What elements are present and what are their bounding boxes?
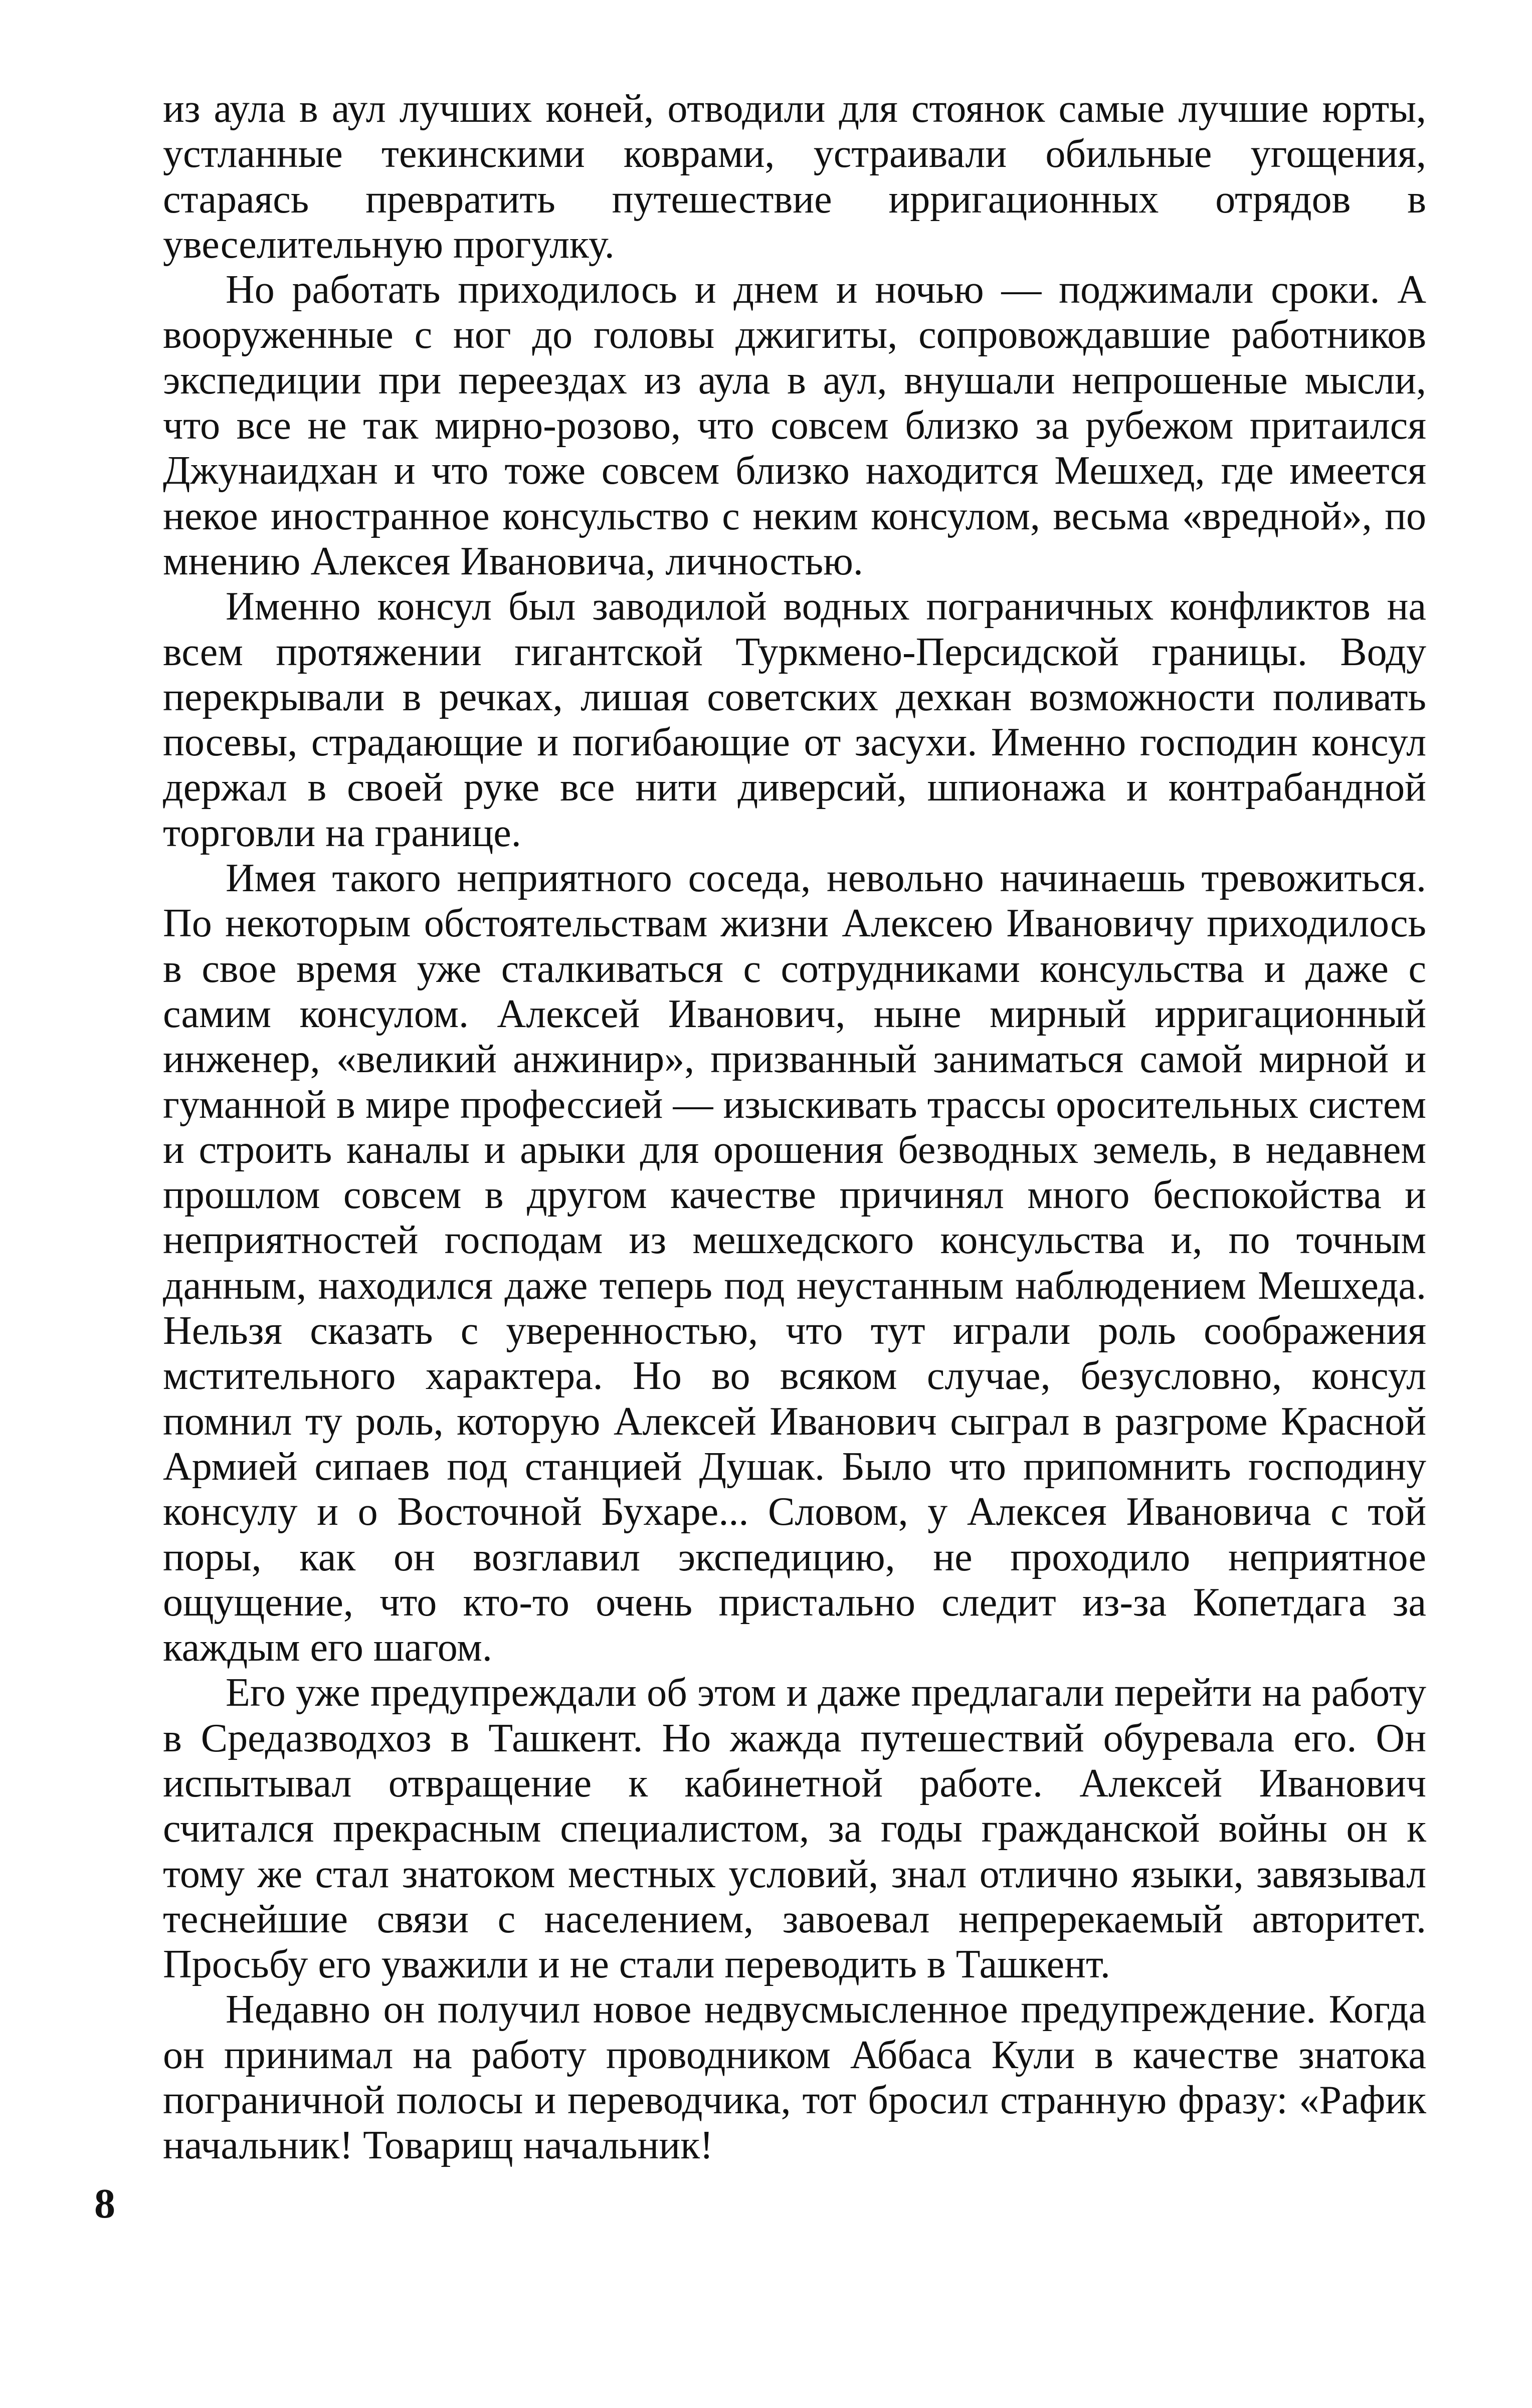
paragraph-4: Имея такого неприятного соседа, невольно начинаешь тревожиться. По некоторым обстоятельствам жизни Алексею Ивановичу приходилось в свое время уже сталкиваться с сотрудниками консульства и даже с самим консулом. Алексей Иванович, ныне мирный ирригационный инженер, «великий анжинир», призванный заниматься самой мирной и гуманной в мире профессией — изыскивать трассы оросительных систем и строить каналы и арыки для орошения безводных земель, в недавнем прошлом совсем в другом качестве причинял много беспокойства и неприятностей господам из мешхедского консульства и, по точным данным, находился даже теперь под неустанным наблюдением Мешхеда. Нельзя сказать с уверенностью, что тут играли роль соображения мстительного характера. Но во всяком случае, безусловно, консул помнил ту роль, которую Алексей Иванович сыграл в разгроме Красной Армией сипаев под станцией Душак. Было что припомнить господину консулу и о Восточной Бухаре... Словом, у Алексея Ивановича с той поры, как он возглавил экспедицию, не проходило неприятное ощущение, что кто-то очень пристально следит из-за Копетдага за каждым его шагом.: [163, 856, 1426, 1670]
paragraph-5: Его уже предупреждали об этом и даже предлагали перейти на работу в Средазводхоз в Ташкент. Но жажда путешествий обуревала его. Он испытывал отвращение к кабинетной работе. Алексей Иванович считался прекрасным специалистом, за годы гражданской войны он к тому же стал знатоком местных условий, знал отлично языки, завязывал теснейшие связи с населением, завоевал непререкаемый авторитет. Просьбу его уважили и не стали переводить в Ташкент.: [163, 1671, 1426, 1987]
paragraph-1: из аула в аул лучших коней, отводили для стоянок самые лучшие юрты, устланные текинскими коврами, устраивали обильные угощения, стараясь превратить путешествие ирригационных отрядов в увеселительную прогулку.: [163, 87, 1426, 267]
paragraph-3: Именно консул был заводилой водных пограничных конфликтов на всем протяжении гигантской Туркмено-Персидской границы. Воду перекрывали в речках, лишая советских дехкан возможности поливать посевы, страдающие и погибающие от засухи. Именно господин консул держал в своей руке все нити диверсий, шпионажа и контрабандной торговли на границе.: [163, 584, 1426, 855]
paragraph-6: Недавно он получил новое недвусмысленное предупреждение. Когда он принимал на работу проводником Аббаса Кули в качестве знатока пограничной полосы и переводчика, тот бросил странную фразу: «Рафик начальник! Товарищ начальник!: [163, 1987, 1426, 2168]
paragraph-2: Но работать приходилось и днем и ночью — поджимали сроки. А вооруженные с ног до головы джигиты, сопровождавшие работников экспедиции при переездах из аула в аул, внушали непрошеные мысли, что все не так мирно-розово, что совсем близко за рубежом притаился Джунаидхан и что тоже совсем близко находится Мешхед, где имеется некое иностранное консульство с неким консулом, весьма «вредной», по мнению Алексея Ивановича, личностью.: [163, 268, 1426, 583]
body-text: [163, 86, 1426, 2168]
page-number: 8: [94, 2180, 115, 2227]
